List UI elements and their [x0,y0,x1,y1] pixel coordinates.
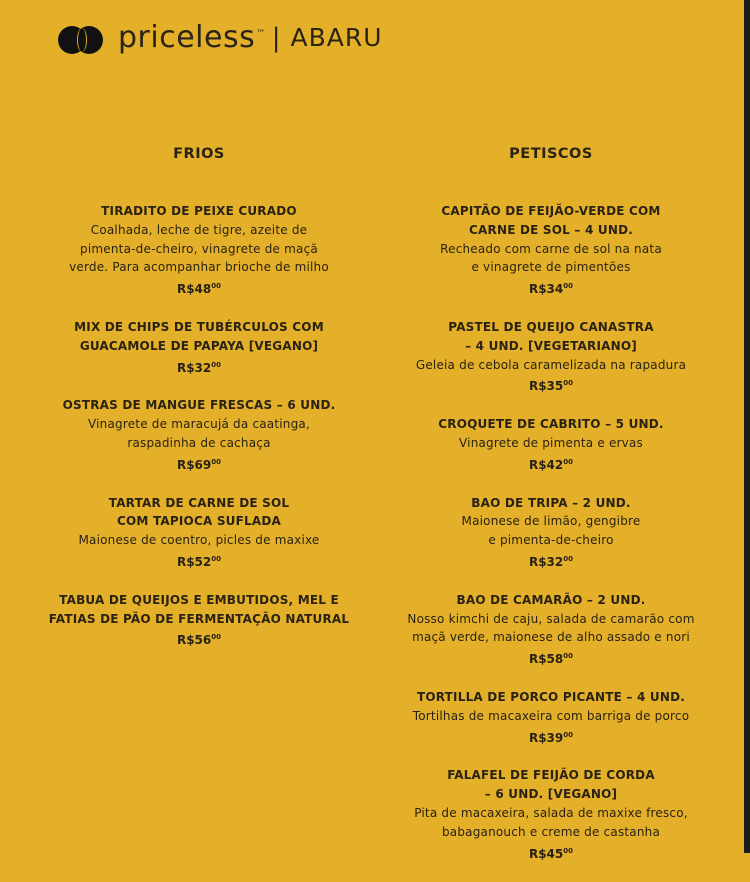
brand-name: priceless™ [118,20,266,55]
price-value: R$35 [528,379,564,394]
header [58,22,383,57]
menu-item-description-line: raspadinha de cachaça [127,435,271,450]
menu-item-price [400,550,702,572]
menu-item-name-line: BAO DE CAMARÃO – 2 UND. [456,592,646,607]
menu-item-description-line: Nosso kimchi de caju, salada de camarão com [407,611,695,626]
menu-item-price [400,842,702,864]
price-value: R$48 [176,282,212,297]
price-value: R$32 [528,554,564,569]
menu-items [400,202,702,863]
menu-item-name-line: OSTRAS DE MANGUE FRESCAS – 6 UND. [62,398,336,413]
price-cents: 00 [563,282,574,291]
menu-item-description-line: verde. Para acompanhar brioche de milho [69,260,329,275]
price-cents: 00 [211,282,222,291]
menu-item [400,415,702,474]
menu-item-price [48,277,350,299]
menu-item-name [48,202,350,221]
menu-item-description-line: maçã verde, maionese de alho assado e nori [412,630,690,645]
menu-item-name-line: CROQUETE DE CABRITO – 5 UND. [438,417,664,432]
price-cents: 00 [211,360,222,369]
menu-item-description-line: Maionese de coentro, picles de maxixe [78,533,320,548]
menu-item-name-line: FALAFEL DE FEIJÃO DE CORDA [447,768,655,783]
menu-item-description-line: Coalhada, leche de tigre, azeite de [90,222,308,237]
price-value: R$58 [528,652,564,667]
menu-item-name-line: – 4 UND. [VEGETARIANO] [465,338,637,353]
menu-item-description [400,804,702,842]
trademark: ™ [256,29,266,39]
menu-item [400,494,702,572]
price-value: R$39 [528,730,564,745]
menu-item-description [48,531,350,550]
header-separator: | [271,22,281,53]
menu-item-name-line: COM TAPIOCA SUFLADA [117,514,281,529]
price-value: R$52 [176,554,212,569]
menu-item-name [400,202,702,240]
menu-item [48,396,350,474]
right-border [744,0,750,853]
menu-item-description-line: e vinagrete de pimentões [471,260,631,275]
menu-item-name [400,494,702,513]
menu-column-frios [48,146,350,669]
menu-item-name [48,318,350,356]
menu-item-name-line: MIX DE CHIPS DE TUBÉRCULOS COM [74,319,324,334]
price-cents: 00 [211,457,222,466]
menu-item-price [400,453,702,475]
price-cents: 00 [563,554,574,563]
menu-item-name-line: GUACAMOLE DE PAPAYA [VEGANO] [79,338,319,353]
menu-item-description-line: Vinagrete de maracujá da caatinga, [88,417,310,432]
menu-item-name-line: CAPITÃO DE FEIJÃO-VERDE COM [441,204,661,218]
menu-item [48,202,350,299]
menu-item-description [48,221,350,277]
menu-item-description-line: Pita de macaxeira, salada de maxixe fresco, [414,805,688,820]
menu-item-name [48,396,350,415]
menu-item-price [400,277,702,299]
menu-item-description-line: babaganouch e creme de castanha [441,824,661,839]
menu-item-description-line: Maionese de limão, gengibre [461,514,641,529]
menu-item-price [400,374,702,396]
menu-item-price [48,628,350,650]
price-cents: 00 [563,457,574,466]
price-cents: 00 [563,730,574,739]
menu-item-price [48,356,350,378]
menu-item-price [48,550,350,572]
menu-item-name-line: TABUA DE QUEIJOS E EMBUTIDOS, MEL E [59,592,339,607]
menu-item [400,688,702,747]
menu-item-name-line: PASTEL DE QUEIJO CANASTRA [448,319,654,334]
menu-item-description-line: Geleia de cebola caramelizada na rapadura [415,357,687,372]
menu-item-description [400,512,702,550]
menu-item-name-line: FATIAS DE PÃO DE FERMENTAÇÃO NATURAL [48,611,350,626]
menu-item-description-line: pimenta-de-cheiro, vinagrete de maçã [80,241,318,256]
price-cents: 00 [563,379,574,388]
price-cents: 00 [563,652,574,661]
menu-item-description-line: Vinagrete de pimenta e ervas [459,435,643,450]
menu-item-name-line: – 6 UND. [VEGANO] [484,787,618,802]
menu-item [400,202,702,299]
menu-item [48,591,350,650]
menu-item [400,591,702,669]
menu-column-petiscos [400,146,702,882]
price-cents: 00 [211,633,222,642]
menu-item-description [400,707,702,726]
menu-item-description-line: Tortilhas de macaxeira com barriga de porco [412,708,690,723]
menu-item-description [400,434,702,453]
mastercard-logo-icon [58,25,104,55]
menu-item-name [48,591,350,629]
partner-name: ABARU [290,23,383,52]
menu-item-name-line: BAO DE TRIPA – 2 UND. [471,495,631,510]
price-value: R$69 [176,457,212,472]
menu-item-name-line: CARNE DE SOL – 4 UND. [469,222,633,237]
menu-item-description [400,610,702,648]
price-value: R$32 [176,360,212,375]
menu-item-name [48,494,350,532]
column-title: PETISCOS [509,146,593,162]
menu-items [48,202,350,650]
menu-item-name-line: TIRADITO DE PEIXE CURADO [101,204,297,218]
menu-item-description-line: e pimenta-de-cheiro [488,533,614,548]
menu-item [400,766,702,863]
menu-item-name [400,591,702,610]
column-title: FRIOS [173,146,225,162]
price-value: R$45 [528,846,564,861]
menu-item-name [400,766,702,804]
menu-item-price [400,647,702,669]
menu-item-description [48,415,350,453]
menu-item [48,494,350,572]
menu-item-description [400,240,702,278]
price-value: R$56 [176,633,212,648]
menu-item-name-line: TARTAR DE CARNE DE SOL [108,495,290,510]
menu-item-name [400,318,702,356]
menu-item-price [400,726,702,748]
menu-item-name [400,688,702,707]
menu-item-description [400,356,702,375]
price-value: R$42 [528,457,564,472]
menu-item [48,318,350,377]
menu-item-name [400,415,702,434]
menu-item [400,318,702,396]
price-value: R$34 [528,282,564,297]
price-cents: 00 [563,846,574,855]
menu-item-price [48,453,350,475]
price-cents: 00 [211,554,222,563]
menu-item-name-line: TORTILLA DE PORCO PICANTE – 4 UND. [416,689,686,704]
menu-item-description-line: Recheado com carne de sol na nata [440,241,662,256]
